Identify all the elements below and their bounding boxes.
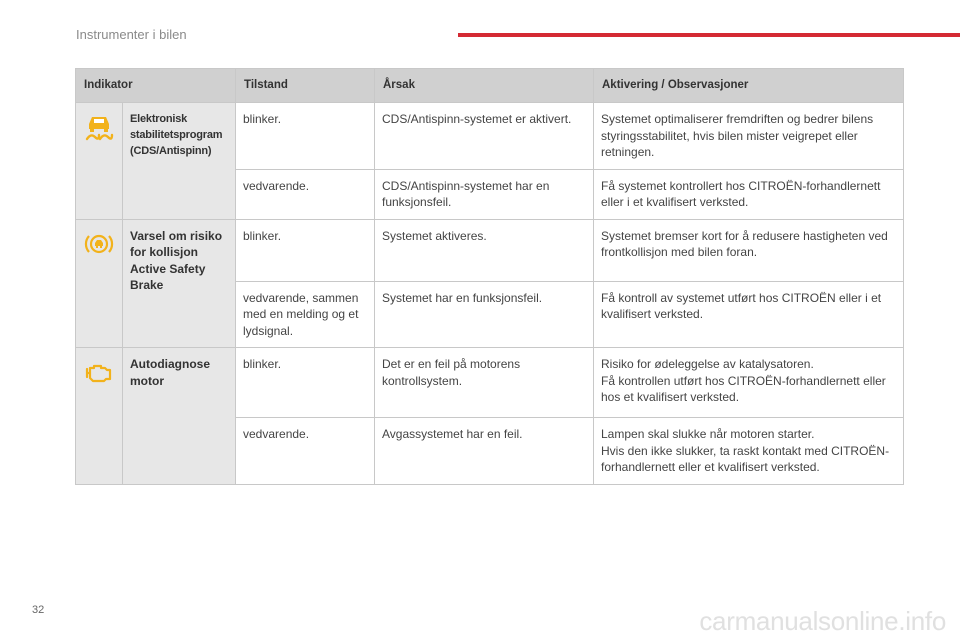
cause-cell: Det er en feil på motorens kontrollsystem. (375, 348, 594, 418)
cause-cell: Avgassystemet har en feil. (375, 418, 594, 485)
state-cell: blinker. (236, 219, 375, 281)
indicator-name: Elektronisk stabilitetsprogram (CDS/Antispinn) (123, 103, 236, 220)
cause-cell: Systemet har en funksjonsfeil. (375, 281, 594, 348)
indicator-icon-cell (76, 348, 123, 485)
action-cell: Systemet optimaliserer fremdriften og bedrer bilens styringsstabilitet, hvis bilen mister veigrepet eller retningen. (594, 103, 904, 170)
table-header-row (76, 69, 904, 103)
skidding-car-icon (84, 112, 114, 142)
column-header-indicator: Indikator (76, 69, 236, 103)
indicator-table (75, 68, 904, 485)
header-accent-bar (458, 33, 960, 37)
section-title: Instrumenter i bilen (76, 27, 187, 42)
action-cell: Lampen skal slukke når motoren starter. Hvis den ikke slukker, ta raskt kontakt med CITROËN-forhandlernett eller et kvalifisert verksted. (594, 418, 904, 485)
page-number: 32 (32, 604, 45, 616)
action-cell: Få systemet kontrollert hos CITROËN-forhandlernett eller i et kvalifisert verksted. (594, 169, 904, 219)
table-row (76, 348, 904, 418)
cause-cell: CDS/Antispinn-systemet er aktivert. (375, 103, 594, 170)
column-header-action: Aktivering / Observasjoner (594, 69, 904, 103)
cause-cell: CDS/Antispinn-systemet har en funksjonsfeil. (375, 169, 594, 219)
action-cell: Få kontroll av systemet utført hos CITROËN eller i et kvalifisert verksted. (594, 281, 904, 348)
state-cell: vedvarende. (236, 169, 375, 219)
column-header-cause: Årsak (375, 69, 594, 103)
action-cell: Systemet bremser kort for å redusere hastigheten ved frontkollisjon med bilen foran. (594, 219, 904, 281)
state-cell: blinker. (236, 103, 375, 170)
indicator-icon-cell (76, 219, 123, 348)
indicator-name: Varsel om risiko for kollisjon Active Safety Brake (123, 219, 236, 348)
column-header-state: Tilstand (236, 69, 375, 103)
table-row (76, 103, 904, 170)
state-cell: vedvarende, sammen med en melding og et lydsignal. (236, 281, 375, 348)
indicator-name: Autodiagnose motor (123, 348, 236, 485)
cause-cell: Systemet aktiveres. (375, 219, 594, 281)
action-cell: Risiko for ødeleggelse av katalysatoren. Få kontrollen utført hos CITROËN-forhandlernett eller hos et kvalifisert verksted. (594, 348, 904, 418)
state-cell: vedvarende. (236, 418, 375, 485)
state-cell: blinker. (236, 348, 375, 418)
collision-warning-icon (84, 229, 114, 259)
table-row (76, 219, 904, 281)
engine-icon (84, 357, 114, 387)
indicator-icon-cell (76, 103, 123, 220)
watermark: carmanualsonline.info (699, 606, 946, 636)
